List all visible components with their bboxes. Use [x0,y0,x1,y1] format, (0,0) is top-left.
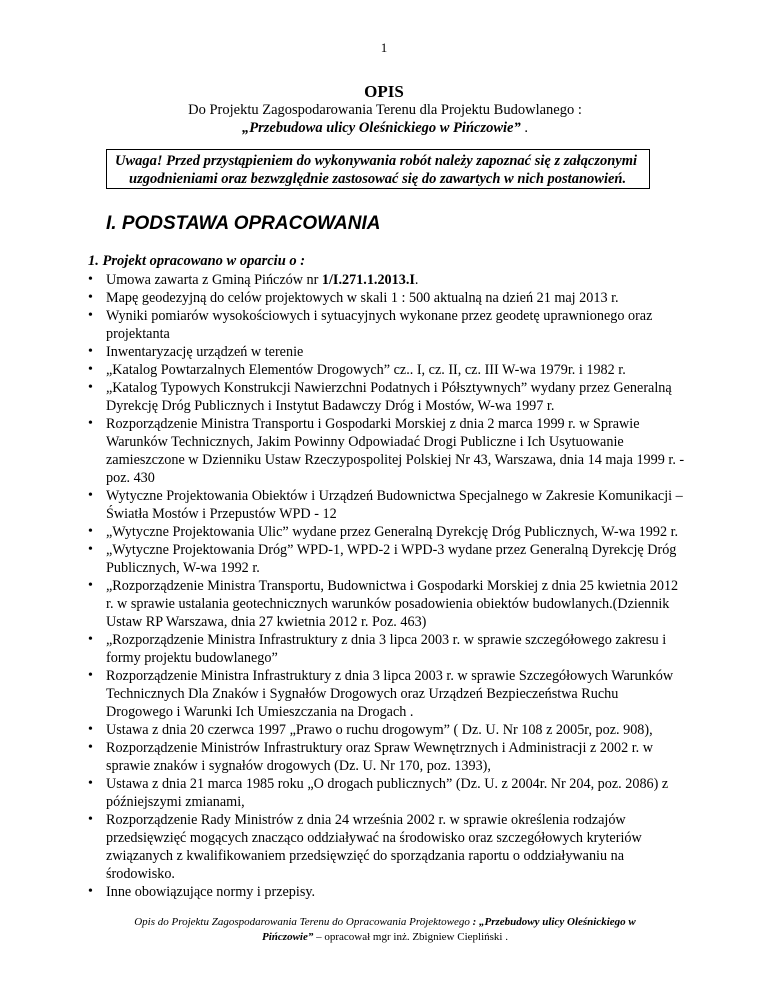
document-subtitle [150,101,620,137]
section-heading: I. PODSTAWA OPRACOWANIA [106,213,381,234]
subtitle-project-name-2: Oleśnickiego w Pińczowie” [358,120,521,136]
subtitle-tail: . [524,120,528,136]
reference-list [88,271,688,901]
list-item: • Wytyczne Projektowania Obiektów i Urządzeń Budownictwa Specjalnego w Zakresie Komunikacji – Światła Mostów i Przepustów WPD - 12 [88,487,688,523]
list-item: • Inne obowiązujące normy i przepisy. [88,883,688,901]
subtitle-project-name-1: „Przebudowa ulicy [242,120,356,136]
list-item-text: Umowa zawarta z Gminą Pińczów nr [106,272,319,288]
footer-author: – opracował mgr inż. Zbigniew Ciepliński . [316,931,508,943]
list-item: • Rozporządzenie Ministra Transportu i Gospodarki Morskiej z dnia 2 marca 1999 r. w Sprawie Warunków Technicznych, Jakim Powinny Odpowiadać Drogi Publiczne i Ich Usytuowanie zamieszczone w Dzienniku Ustaw Rzeczypospolitej Polskiej Nr 43, Warszawa, dnia 14 maja 1999 r. - poz. 430 [88,415,688,487]
footer-text: Opis do Projektu Zagospodarowania Terenu do Opracowania Projektowego [134,916,470,928]
contract-number: 1/I.271.1.2013.I [321,272,415,288]
list-item-tail: . [414,272,419,288]
warning-line-1: Uwaga! Przed przystąpieniem do wykonywania robót należy zapoznać się z załączonymi [115,153,638,169]
list-item: • Rozporządzenie Ministra Infrastruktury z dnia 3 lipca 2003 r. w sprawie Szczegółowych Warunków Technicznych Dla Znaków i Sygnałów Drogowych oraz Urządzeń Bezpieczeństwa Ruchu Drogowego i Warunki Ich Umieszczania na Drogach . [88,667,688,721]
footer-project-name: : „Przebudowy ulicy Oleśnickiego w Pińczowie” [262,916,636,943]
warning-box [106,149,650,189]
subtitle-text: Do Projektu Zagospodarowania Terenu dla Projektu Budowlanego : [188,102,582,118]
list-item: • „Katalog Typowych Konstrukcji Nawierzchni Podatnych i Półsztywnych” wydany przez Generalną Dyrekcję Dróg Publicznych i Instytut Badawczy Dróg i Mostów, W-wa 1997 r. [88,379,688,415]
page-footer [110,915,660,945]
list-item: • „Rozporządzenie Ministra Transportu, Budownictwa i Gospodarki Morskiej z dnia 25 kwietnia 2012 r. w sprawie ustalania geotechnicznych warunków posadowienia obiektów budowlanych.(Dziennik Ustaw RP Warszawa, dnia 27 kwietnia 2012 r. Poz. 463) [88,577,688,631]
list-item: • Ustawa z dnia 21 marca 1985 roku „O drogach publicznych” (Dz. U. z 2004r. Nr 204, poz. 2086) z późniejszymi zmianami, [88,775,688,811]
list-item: • „Rozporządzenie Ministra Infrastruktury z dnia 3 lipca 2003 r. w sprawie szczegółowego zakresu i formy projektu budowlanego” [88,631,688,667]
list-item: • „Katalog Powtarzalnych Elementów Drogowych” cz.. I, cz. II, cz. III W-wa 1979r. i 1982 r. [88,361,688,379]
list-item: • Ustawa z dnia 20 czerwca 1997 „Prawo o ruchu drogowym” ( Dz. U. Nr 108 z 2005r, poz. 908), [88,721,688,739]
list-item: • „Wytyczne Projektowania Dróg” WPD-1, WPD-2 i WPD-3 wydane przez Generalną Dyrekcję Dróg Publicznych, W-wa 1992 r. [88,541,688,577]
warning-line-2: uzgodnieniami oraz bezwzględnie zastosować się do zawartych w nich postanowień. [129,171,627,187]
list-item: • Rozporządzenie Ministrów Infrastruktury oraz Spraw Wewnętrznych i Administracji z 2002 r. w sprawie znaków i sygnałów drogowych (Dz. U. Nr 170, poz. 1393), [88,739,688,775]
list-item: • Inwentaryzację urządzeń w terenie [88,343,688,361]
section-intro: 1. Projekt opracowano w oparciu o : [88,253,306,269]
list-item: • Mapę geodezyjną do celów projektowych w skali 1 : 500 aktualną na dzień 21 maj 2013 r. [88,289,688,307]
list-item: • Rozporządzenie Rady Ministrów z dnia 24 września 2002 r. w sprawie określenia rodzajów przedsięwzięć mogących znacząco oddziaływać na środowisko oraz szczegółowych kryteriów związanych z kwalifikowaniem przedsięwzięć do sporządzania raportu o oddziaływaniu na środowisko. [88,811,688,883]
list-item: • Wyniki pomiarów wysokościowych i sytuacyjnych wykonane przez geodetę uprawnionego oraz projektanta [88,307,688,343]
list-item: • „Wytyczne Projektowania Ulic” wydane przez Generalną Dyrekcję Dróg Publicznych, W-wa 1992 r. [88,523,688,541]
list-item [88,271,688,289]
document-title: OPIS [364,82,404,101]
page-number: 1 [380,40,388,55]
